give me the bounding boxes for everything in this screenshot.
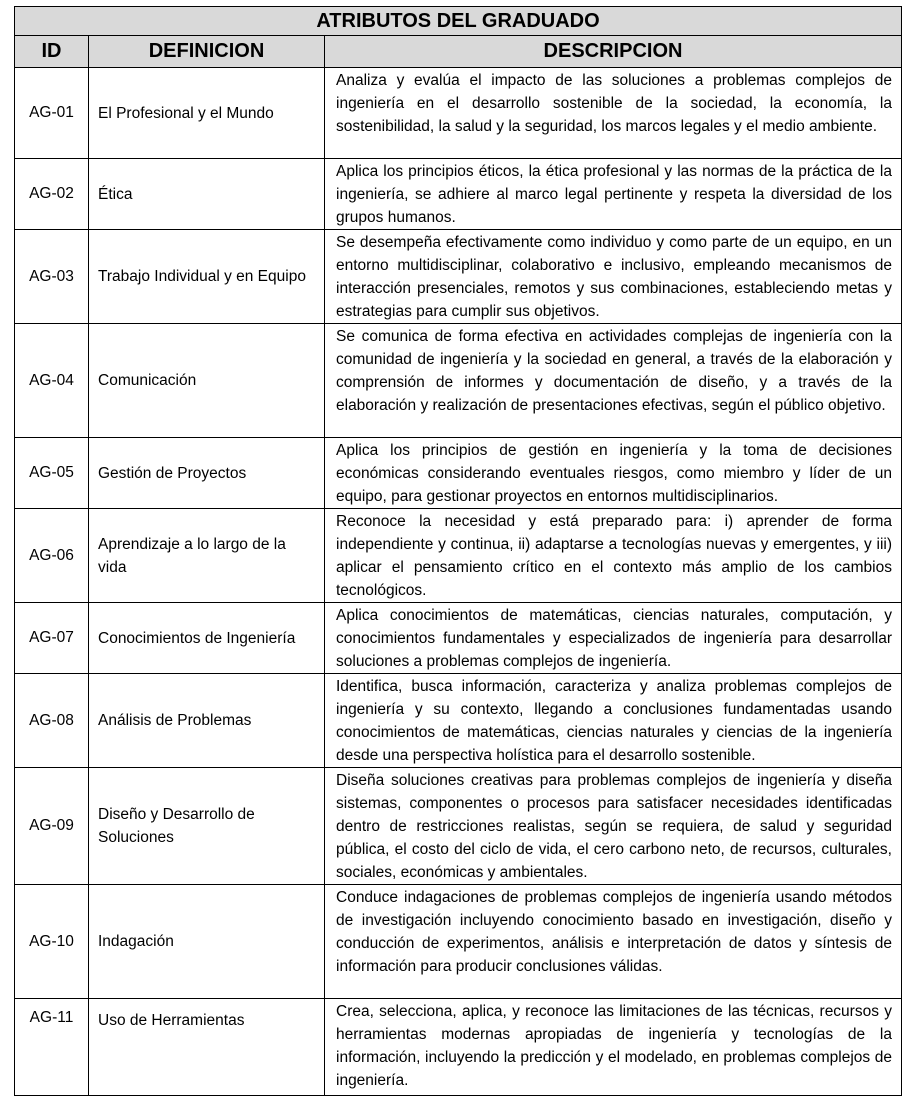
header-definition: DEFINICION xyxy=(89,36,325,68)
row-id: AG-05 xyxy=(15,438,89,509)
row-description: Aplica conocimientos de matemáticas, ciencias naturales, computación, y conocimientos fundamentales y especializados de ingeniería para desarrollar soluciones a problemas complejos de ingeniería. xyxy=(325,603,902,674)
table-row xyxy=(15,674,902,768)
row-description: Se desempeña efectivamente como individuo y como parte de un equipo, en un entorno multidisciplinar, colaborativo e inclusivo, empleando mecanismos de interacción presenciales, remotos y sus combinaciones, estableciendo metas y estrategias para cumplir sus objetivos. xyxy=(325,230,902,324)
header-description: DESCRIPCION xyxy=(325,36,902,68)
table-row xyxy=(15,438,902,509)
row-definition: Gestión de Proyectos xyxy=(89,438,325,509)
row-id: AG-02 xyxy=(15,159,89,230)
row-description: Identifica, busca información, caracteriza y analiza problemas complejos de ingeniería y su contexto, llegando a conclusiones fundamentadas usando conocimientos de matemáticas, ciencias naturales y ciencias de la ingeniería desde una perspectiva holística para el desarrollo sostenible. xyxy=(325,674,902,768)
row-description: Aplica los principios de gestión en ingeniería y la toma de decisiones económicas considerando eventuales riesgos, como miembro y líder de un equipo, para gestionar proyectos en entornos multidisciplinarios. xyxy=(325,438,902,509)
row-id: AG-04 xyxy=(15,324,89,438)
row-definition: Uso de Herramientas xyxy=(89,999,325,1096)
row-definition: Análisis de Problemas xyxy=(89,674,325,768)
row-definition: Indagación xyxy=(89,885,325,999)
row-id: AG-08 xyxy=(15,674,89,768)
row-id: AG-09 xyxy=(15,768,89,885)
row-description: Se comunica de forma efectiva en actividades complejas de ingeniería con la comunidad de ingeniería y la sociedad en general, a través de la elaboración y comprensión de informes y documentación de diseño, y a través de la elaboración y realización de presentaciones efectivas, según el público objetivo. xyxy=(325,324,902,438)
row-id: AG-07 xyxy=(15,603,89,674)
header-row xyxy=(15,36,902,68)
row-description: Analiza y evalúa el impacto de las soluciones a problemas complejos de ingeniería en el desarrollo sostenible de la sociedad, la economía, la sostenibilidad, la salud y la seguridad, los marcos legales y el medio ambiente. xyxy=(325,68,902,159)
row-definition: Diseño y Desarrollo de Soluciones xyxy=(89,768,325,885)
graduate-attributes-table xyxy=(14,6,902,1096)
row-description: Reconoce la necesidad y está preparado para: i) aprender de forma independiente y continua, ii) adaptarse a tecnologías nuevas y emergentes, y iii) aplicar el pensamiento crítico en el contexto más amplio de los cambios tecnológicos. xyxy=(325,509,902,603)
table-row xyxy=(15,324,902,438)
row-definition: Trabajo Individual y en Equipo xyxy=(89,230,325,324)
table-row xyxy=(15,159,902,230)
table-row xyxy=(15,230,902,324)
table-row xyxy=(15,603,902,674)
table-row xyxy=(15,768,902,885)
row-id: AG-06 xyxy=(15,509,89,603)
row-definition: Aprendizaje a lo largo de la vida xyxy=(89,509,325,603)
table-row xyxy=(15,509,902,603)
row-definition: Comunicación xyxy=(89,324,325,438)
header-id: ID xyxy=(15,36,89,68)
table-container xyxy=(14,6,901,1096)
table-title: ATRIBUTOS DEL GRADUADO xyxy=(15,7,902,36)
table-row xyxy=(15,885,902,999)
table-row xyxy=(15,68,902,159)
row-definition: Ética xyxy=(89,159,325,230)
row-definition: Conocimientos de Ingeniería xyxy=(89,603,325,674)
title-row xyxy=(15,7,902,36)
row-id: AG-10 xyxy=(15,885,89,999)
row-id: AG-11 xyxy=(15,999,89,1096)
row-description: Diseña soluciones creativas para problemas complejos de ingeniería y diseña sistemas, componentes o procesos para satisfacer necesidades identificadas dentro de restricciones realistas, según se requiera, de salud y seguridad pública, el costo del ciclo de vida, el cero carbono neto, de recursos, culturales, sociales, económicas y ambientales. xyxy=(325,768,902,885)
row-id: AG-01 xyxy=(15,68,89,159)
row-description: Crea, selecciona, aplica, y reconoce las limitaciones de las técnicas, recursos y herramientas modernas apropiadas de ingeniería y tecnologías de la información, incluyendo la predicción y el modelado, en problemas complejos de ingeniería. xyxy=(325,999,902,1096)
row-id: AG-03 xyxy=(15,230,89,324)
row-description: Aplica los principios éticos, la ética profesional y las normas de la práctica de la ingeniería, se adhiere al marco legal pertinente y respeta la diversidad de los grupos humanos. xyxy=(325,159,902,230)
table-row xyxy=(15,999,902,1096)
row-description: Conduce indagaciones de problemas complejos de ingeniería usando métodos de investigación incluyendo conocimiento basado en investigación, diseño y conducción de experimentos, análisis e interpretación de datos y síntesis de información para producir conclusiones válidas. xyxy=(325,885,902,999)
row-definition: El Profesional y el Mundo xyxy=(89,68,325,159)
